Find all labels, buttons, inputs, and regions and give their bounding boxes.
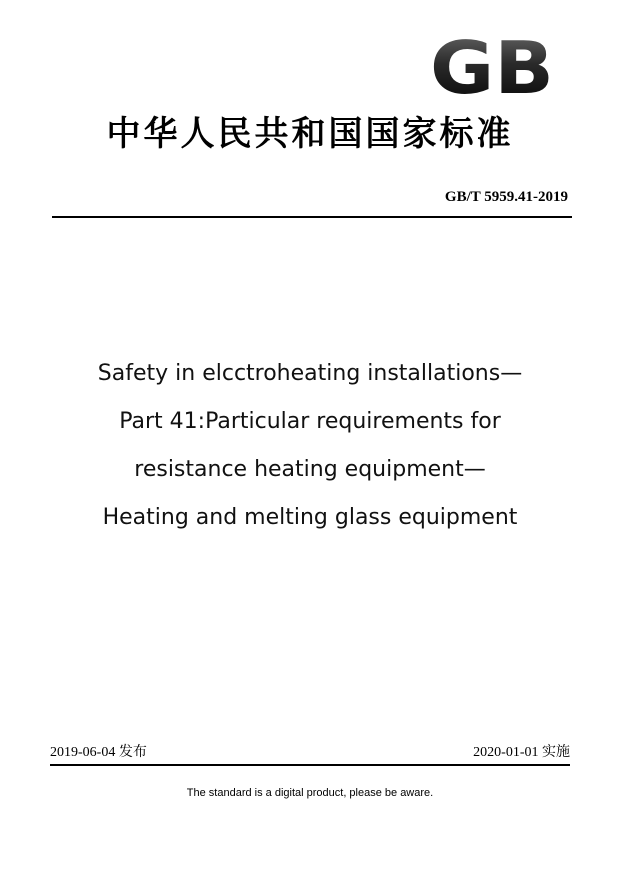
title-line-1: Safety in elcctroheating installations—	[97, 361, 523, 386]
header-divider	[52, 216, 572, 218]
standard-number: GB/T 5959.41-2019	[444, 189, 568, 205]
svg-text:GB: GB	[430, 36, 554, 98]
date-row	[50, 744, 570, 764]
title-line-2: Part 41:Particular requirements for	[119, 409, 501, 434]
implementation-date: 2020-01-01 实施	[473, 745, 570, 760]
gb-logo	[428, 36, 556, 98]
issue-date: 2019-06-04 发布	[50, 745, 147, 760]
document-title	[40, 350, 580, 542]
org-name: 中华人民共和国国家标准	[106, 114, 514, 154]
title-line-4: Heating and melting glass equipment	[102, 505, 518, 530]
digital-product-notice: The standard is a digital product, please be aware.	[186, 787, 434, 799]
title-line-3: resistance heating equipment—	[134, 457, 486, 482]
footer-divider	[50, 764, 570, 766]
